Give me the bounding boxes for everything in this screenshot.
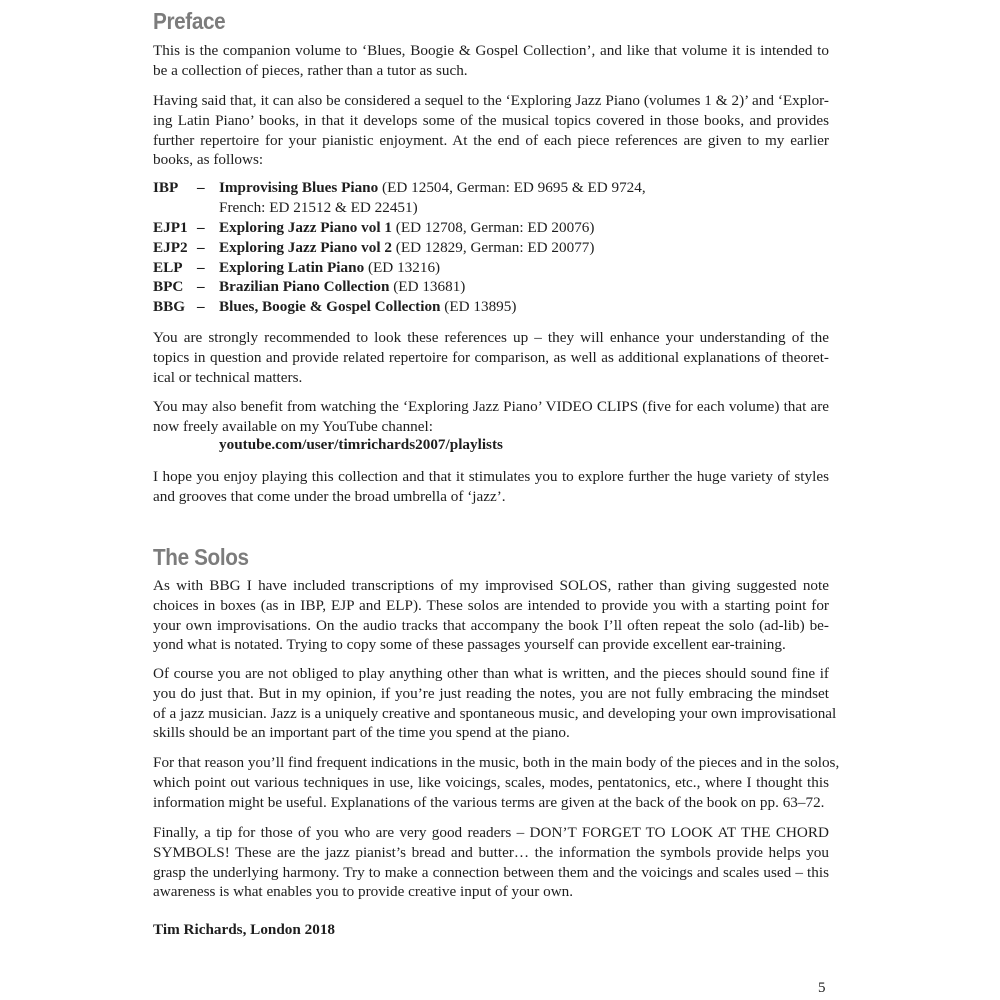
reference-item-continuation [153,198,829,218]
text-line: yond what is notated. Trying to copy some of these passages yourself can provide excellent ear-training. [153,636,786,654]
reference-detail: (ED 13681) [389,278,466,296]
solos-paragraph-4 [153,823,829,902]
page-number: 5 [818,980,826,996]
preface-paragraph-5 [153,467,829,507]
reference-dash: – [197,278,205,296]
reference-title: Brazilian Piano Collection [219,278,390,296]
reference-dash: – [197,218,205,236]
reference-title: Exploring Jazz Piano vol 2 [219,238,392,256]
text-line: skills should be an important part of the time you spend at the piano. [153,724,570,742]
reference-text [219,277,465,297]
text-line: I hope you enjoy playing this collection and that it stimulates you to explore further the huge variety of styles [153,468,829,485]
preface-paragraph-1 [153,41,829,81]
reference-abbreviation: EJP2 [153,238,188,256]
reference-detail: (ED 12829, German: ED 20077) [391,238,595,256]
text-line: ical or technical matters. [153,368,303,386]
text-line: you do just that. But in my opinion, if you’re just reading the notes, you are not fully embracing the mindset [153,684,829,702]
reference-abbreviation: ELP [153,258,183,276]
preface-paragraph-2 [153,91,829,170]
reference-detail: (ED 13216) [364,258,441,276]
text-line: Finally, a tip for those of you who are very good readers – DON’T FORGET TO LOOK AT THE CHORD [153,824,829,841]
reference-item [153,258,829,278]
solos-paragraph-3 [153,753,840,812]
reference-detail: (ED 12504, German: ED 9695 & ED 9724, [378,179,646,196]
reference-list [153,178,829,317]
text-line: and grooves that come under the broad umbrella of ‘jazz’. [153,487,506,505]
reference-text [219,258,440,278]
reference-item [153,178,829,198]
text-line: For that reason you’ll find frequent indications in the music, both in the main body of the pieces and in the solos, [153,754,840,771]
reference-item [153,238,829,258]
youtube-playlist-link[interactable]: youtube.com/user/timrichards2007/playlists [219,436,503,453]
text-line: further repertoire for your pianistic enjoyment. At the end of each piece references are given to my earlier [153,131,829,149]
reference-abbreviation: BPC [153,278,184,296]
text-line: You are strongly recommended to look these references up – they will enhance your understanding of the [153,329,829,346]
reference-detail: French: ED 21512 & ED 22451) [219,198,418,216]
reference-title: Exploring Latin Piano [219,258,365,276]
text-line: which point out various techniques in use, like voicings, scales, modes, pentatonics, etc., where I thought this [153,773,829,791]
reference-text [219,178,646,198]
reference-detail: (ED 13895) [440,298,517,316]
text-line: topics in question and provide related repertoire for comparison, as well as additional explanations of theoret- [153,348,829,366]
text-line: now freely available on my YouTube channel: [153,417,433,435]
text-line: of a jazz musician. Jazz is a uniquely creative and spontaneous music, and developing your own improvisational [153,704,837,722]
text-line: your own improvisations. On the audio tracks that accompany the book I’ll often repeat the solo (ad-lib) be- [153,616,829,634]
reference-abbreviation: BBG [153,298,186,316]
preface-heading: Preface [153,8,226,34]
reference-title: Exploring Jazz Piano vol 1 [219,218,392,236]
reference-abbreviation: EJP1 [153,218,188,236]
reference-dash: – [197,298,205,316]
reference-dash: – [197,238,205,256]
text-line: This is the companion volume to ‘Blues, Boogie & Gospel Collection’, and like that volume it is intended to [153,42,829,59]
reference-item [153,277,829,297]
text-line: awareness is what enables you to provide creative input of your own. [153,883,574,901]
reference-item [153,297,829,317]
reference-title: Blues, Boogie & Gospel Collection [219,298,441,316]
preface-paragraph-3 [153,328,829,387]
solos-heading: The Solos [153,544,249,570]
text-line: choices in boxes (as in IBP, EJP and ELP). These solos are intended to provide you with a starting point for [153,596,829,614]
reference-text [219,297,516,317]
text-line: Having said that, it can also be considered a sequel to the ‘Exploring Jazz Piano (volumes 1 & 2)’ and ‘Explor- [153,92,829,109]
reference-detail: (ED 12708, German: ED 20076) [391,218,595,236]
reference-text [219,218,594,238]
preface-paragraph-4 [153,397,829,437]
text-line: books, as follows: [153,151,264,169]
text-line: SYMBOLS! These are the jazz pianist’s bread and butter… the information the symbols provide helps you [153,843,829,861]
text-line: As with BBG I have included transcriptions of my improvised SOLOS, rather than giving suggested note [153,577,829,594]
reference-dash: – [197,179,205,196]
text-line: information might be useful. Explanations of the various terms are given at the back of the book on pp. 63–72. [153,793,825,811]
reference-dash: – [197,258,205,276]
solos-paragraph-2 [153,664,837,743]
text-line: ing Latin Piano’ books, in that it develops some of the musical topics covered in those books, and provides [153,111,829,129]
text-line: You may also benefit from watching the ‘Exploring Jazz Piano’ VIDEO CLIPS (five for each volume) that are [153,398,829,415]
reference-text [219,238,594,258]
reference-abbreviation: IBP [153,179,179,196]
reference-item [153,218,829,238]
text-line: Of course you are not obliged to play anything other than what is written, and the pieces should sound fine if [153,665,829,682]
text-line: grasp the underlying harmony. Try to make a connection between them and the voicings and scales used – this [153,863,829,881]
text-line: be a collection of pieces, rather than a tutor as such. [153,61,468,79]
solos-paragraph-1 [153,576,829,655]
reference-title: Improvising Blues Piano [219,179,379,196]
author-signature: Tim Richards, London 2018 [153,921,336,938]
